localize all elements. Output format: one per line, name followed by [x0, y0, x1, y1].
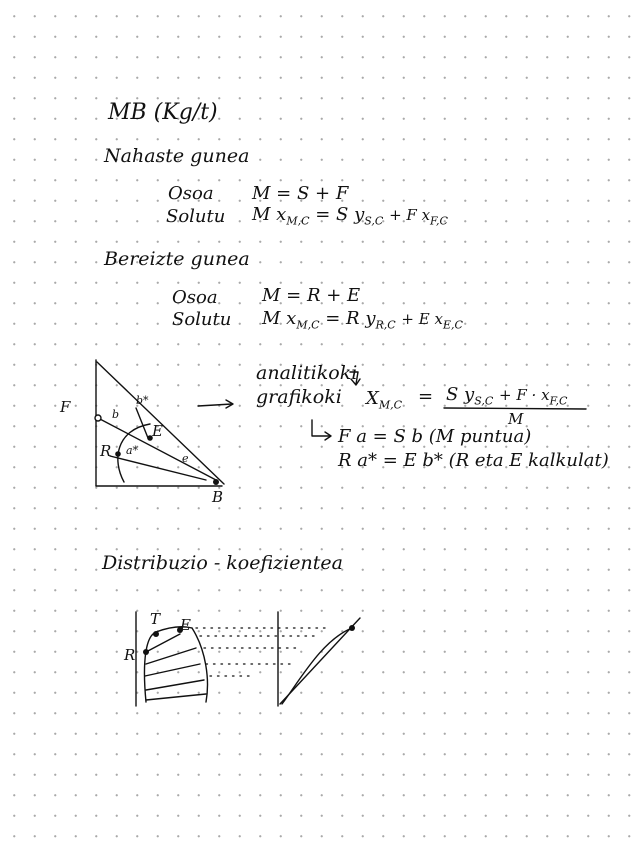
lever-rule-2: R a* = E b* (R eta E kalkulat): [338, 450, 609, 471]
distribution-right-diagram: [278, 612, 360, 706]
separation-total-equation: M = R + E: [262, 285, 361, 306]
triangle-label-e: E: [152, 422, 163, 440]
separation-solute-rhs-sub: E,C: [442, 318, 463, 332]
triangle-diagram: [95, 360, 233, 486]
fraction-numerator: [446, 384, 567, 408]
separation-heading: Bereizte gunea: [104, 248, 250, 270]
separation-solute-mid-sub: R,C: [375, 318, 396, 332]
numerator-sub2: F,C: [549, 394, 568, 408]
separation-solute-rhs: + E x: [401, 310, 443, 328]
analytic-label: analitikoki: [256, 362, 358, 384]
mixing-solute-lhs-sub: M,C: [286, 214, 310, 228]
mixing-solute-mid-sub: S,C: [364, 214, 384, 228]
fraction-denominator: M: [508, 410, 524, 428]
triangle-label-f: F: [60, 398, 71, 416]
separation-solute-lhs: M x: [262, 308, 297, 329]
xm-sub: M,C: [378, 398, 403, 412]
numerator-part2: + F · x: [499, 386, 550, 404]
mixing-solute-lhs: M x: [252, 204, 287, 225]
triangle-label-arc: e: [182, 452, 189, 465]
xm-letter: X: [366, 388, 379, 409]
triangle-label-b-small: b: [112, 408, 120, 421]
lever-rule-1: F a = S b (M puntua): [338, 426, 532, 447]
mixing-heading: Nahaste gunea: [104, 145, 250, 167]
triangle-label-r: R: [100, 442, 112, 460]
mixing-solute-rhs: + F x: [389, 206, 431, 224]
numerator-part1: S y: [446, 384, 475, 405]
distribution-left-diagram: [136, 612, 330, 706]
distribution-label-e: E: [180, 616, 191, 634]
numerator-sub1: S,C: [474, 394, 494, 408]
separation-solute-lhs-sub: M,C: [296, 318, 320, 332]
page-title: MB (Kg/t): [108, 100, 218, 125]
xm-symbol: [366, 388, 402, 412]
mixing-total-label: Osoa: [168, 183, 214, 204]
mixing-solute-mid: = S y: [315, 204, 365, 225]
mixing-total-equation: M = S + F: [252, 183, 349, 204]
mixing-solute-label: Solutu: [166, 206, 226, 227]
separation-total-label: Osoa: [172, 287, 218, 308]
separation-solute-mid: = R y: [325, 308, 376, 329]
triangle-label-b: B: [212, 488, 224, 506]
separation-solute-label: Solutu: [172, 309, 232, 330]
triangle-label-a-star: a*: [126, 444, 139, 457]
graphic-label: grafikoki: [256, 386, 342, 408]
mixing-solute-rhs-sub: F,C: [430, 214, 448, 228]
distribution-heading: Distribuzio - koefizientea: [102, 552, 343, 574]
distribution-label-t: T: [150, 610, 161, 628]
triangle-label-b-star: b*: [136, 394, 149, 407]
equals-sign: =: [418, 386, 434, 407]
distribution-label-r: R: [124, 646, 136, 664]
